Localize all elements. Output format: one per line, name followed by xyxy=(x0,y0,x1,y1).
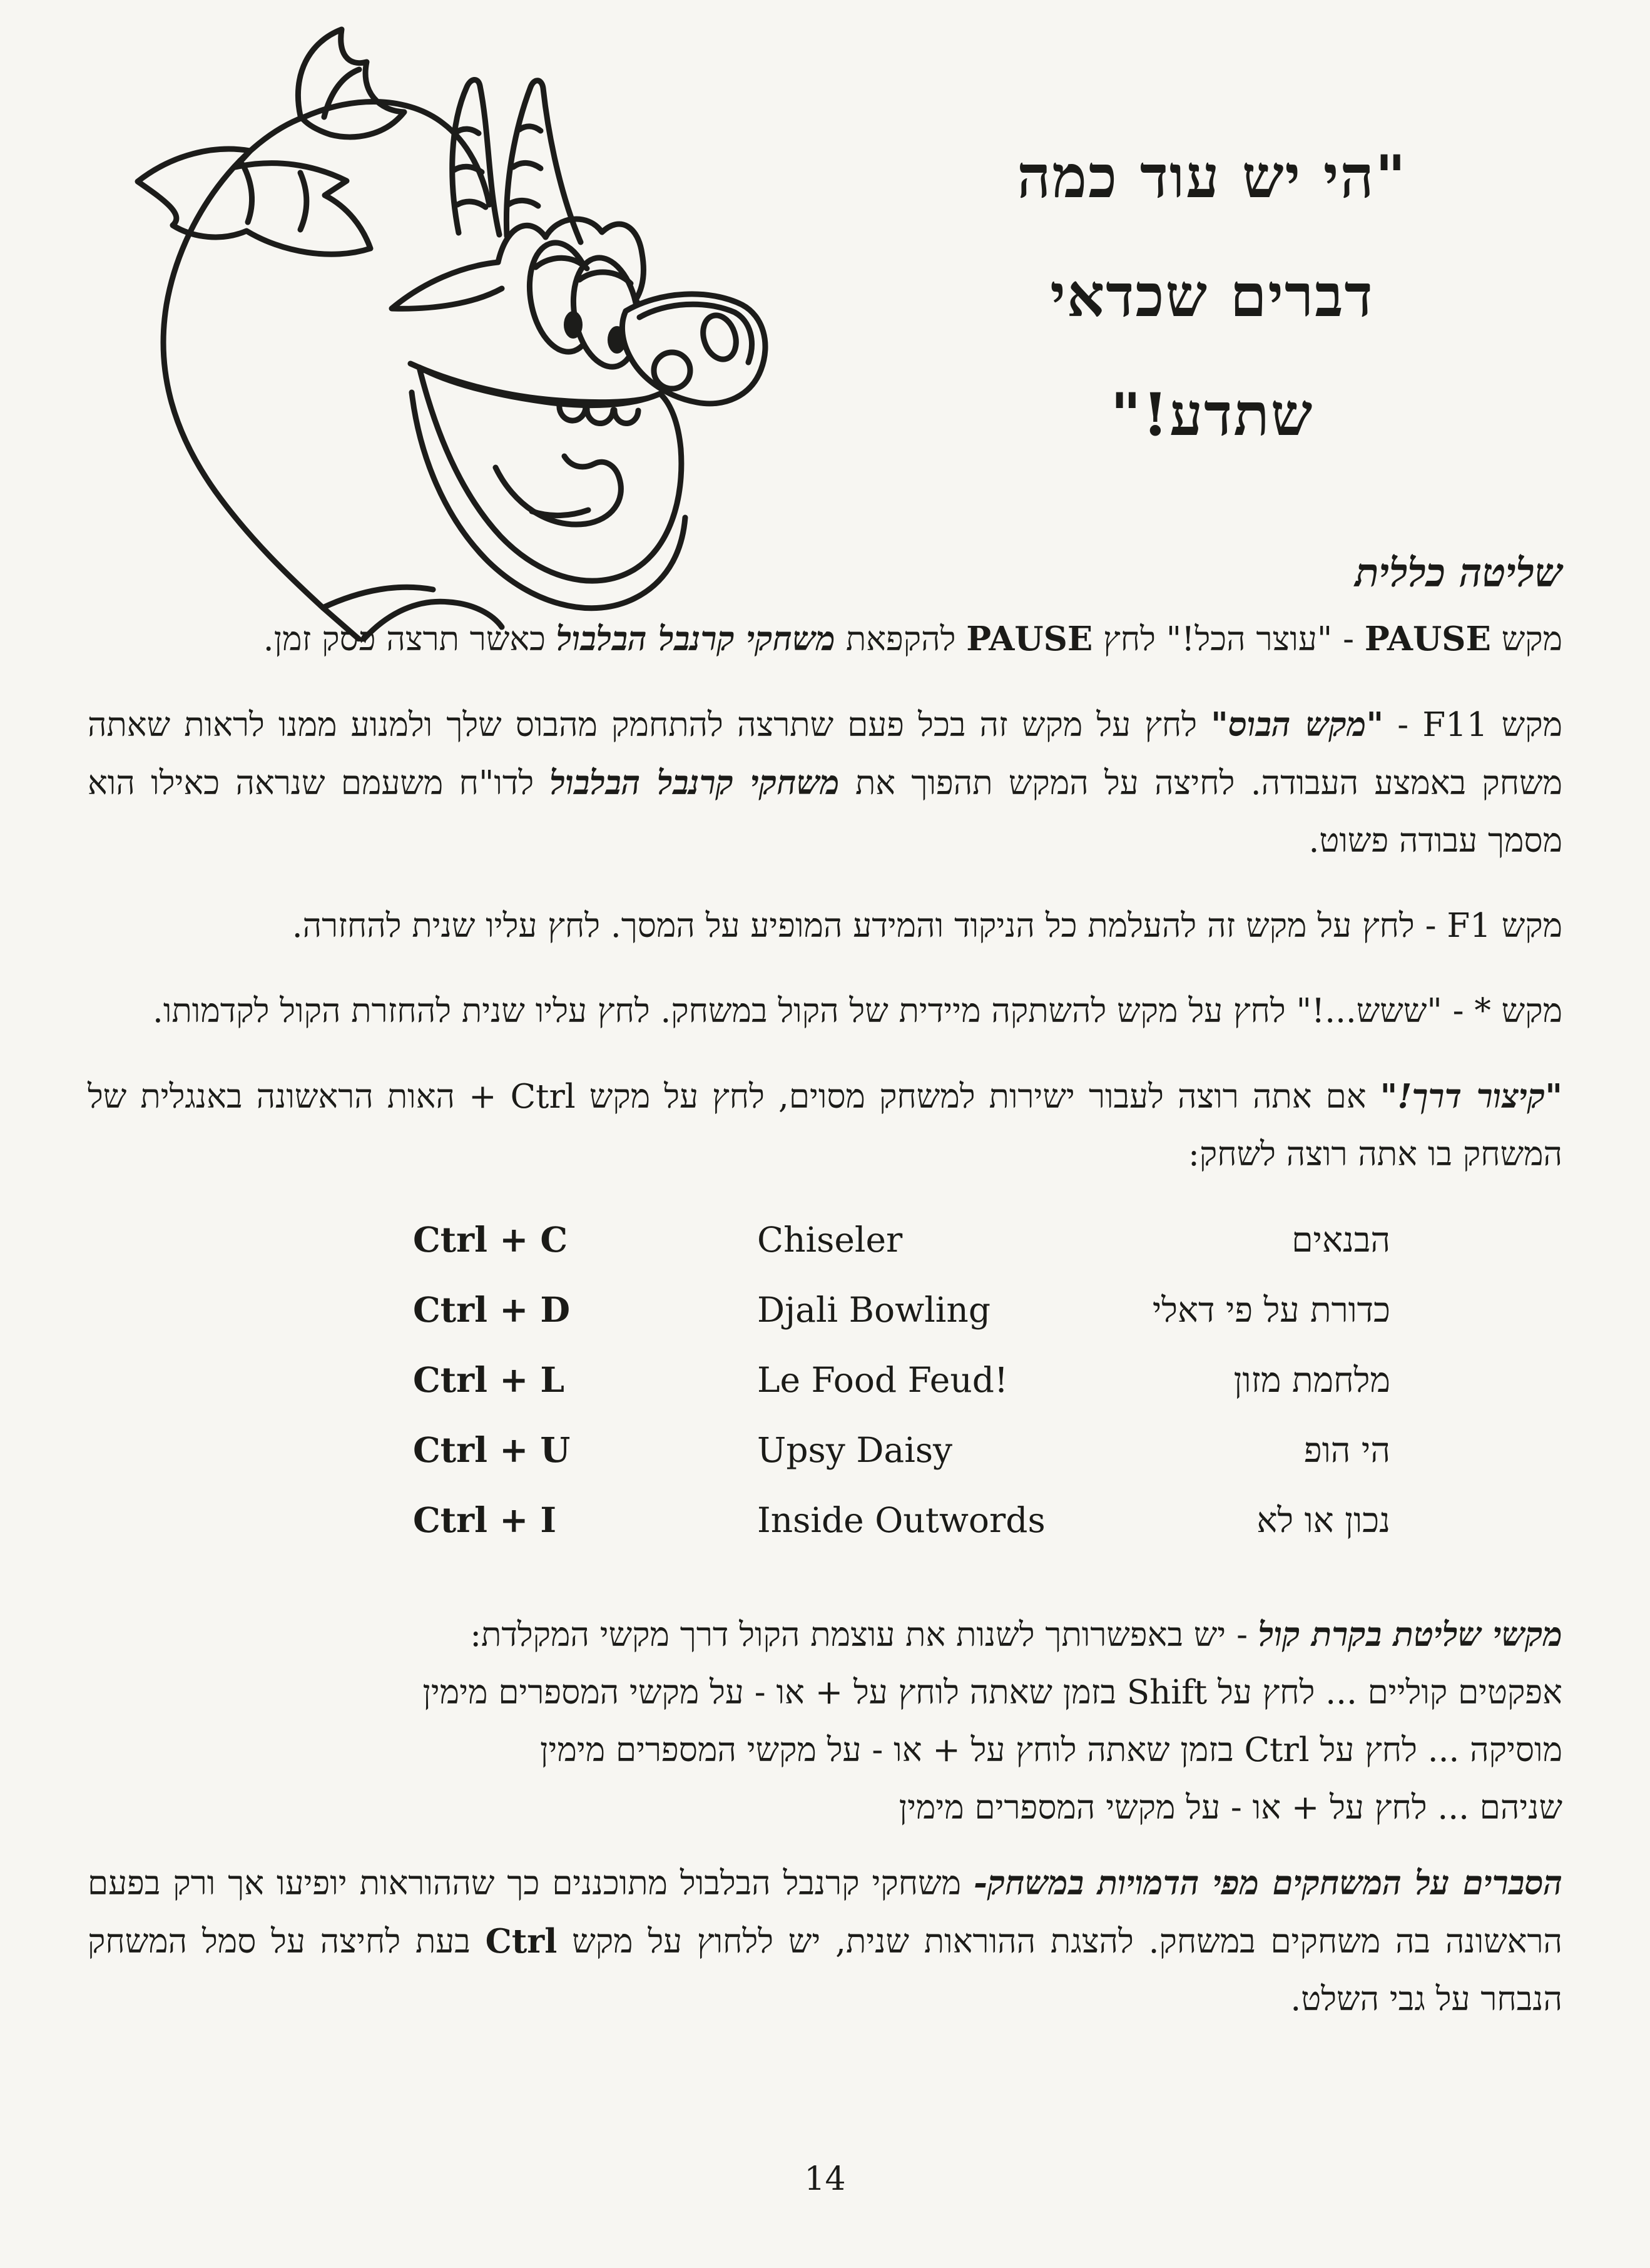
paragraph-volume-header: מקשי שליטת בקרת קול - יש באפשרותך לשנות את עוצמת הקול דרך מקשי המקלדת: xyxy=(470,1615,1562,1654)
game-name-english: Le Food Feud! xyxy=(757,1360,1009,1400)
shortcut-table xyxy=(88,1218,1562,1568)
shortcut-keys: Ctrl + U xyxy=(413,1429,571,1470)
paragraph-volume-both: שניהם ... לחץ על + או - על מקשי המספרים מימין xyxy=(899,1789,1562,1827)
paragraph-boss-key: מקש F11 - "מקש הבוס" לחץ על מקש זה בכל פעם שתרצה להתחמק מהבוס שלך ולמנוע ממנו לראות שאתה משחק באמצע העבודה. לחיצה על המקש תהפוך את משחקי קרנבל הבלבול לדו"ח משעמם שנראה כאילו הוא מסמך עבודה פשוט. xyxy=(88,705,1563,860)
game-name-english: Upsy Daisy xyxy=(757,1430,953,1470)
shortcut-keys: Ctrl + C xyxy=(413,1219,568,1260)
game-name-hebrew: הבנאים xyxy=(1291,1220,1390,1260)
table-row xyxy=(88,1358,1562,1428)
section-heading-general-control: שליטה כללית xyxy=(1355,549,1562,596)
table-row xyxy=(88,1498,1562,1568)
headline-line: "הי יש עוד כמה xyxy=(1017,143,1407,212)
table-row xyxy=(88,1218,1562,1288)
shortcut-keys: Ctrl + I xyxy=(413,1499,557,1540)
paragraph-volume-music: מוסיקה ... לחץ על Ctrl בזמן שאתה לוחץ על + או - על מקשי המספרים מימין xyxy=(540,1731,1562,1769)
headline-quote xyxy=(893,118,1531,474)
body-text xyxy=(88,549,1562,2028)
headline-line: דברים שכדאי xyxy=(1050,262,1374,330)
game-name-english: Djali Bowling xyxy=(757,1290,991,1330)
game-name-english: Chiseler xyxy=(757,1220,903,1260)
paragraph-pause-key: מקש PAUSE - "עוצר הכל!" לחץ PAUSE להקפאת משחקי קרנבל הבלבול כאשר תרצה פסק זמן. xyxy=(263,620,1562,658)
paragraph-f1-key: מקש F1 - לחץ על מקש זה להעלמת כל הניקוד והמידע המופיע על המסך. לחץ עליו שנית להחזרה. xyxy=(292,907,1562,945)
hugo-gargoyle-illustration xyxy=(94,16,813,641)
page-number: 14 xyxy=(804,2160,846,2198)
table-row xyxy=(88,1428,1562,1498)
shortcut-keys: Ctrl + D xyxy=(413,1289,571,1330)
paragraph-shortcut-intro: "קיצור דרך!" אם אתה רוצה לעבור ישירות למשחק מסוים, לחץ על מקש Ctrl + האות הראשונה באנגלית של המשחק בו אתה רוצה לשחק: xyxy=(88,1077,1562,1173)
game-name-hebrew: מלחמת מזון xyxy=(1233,1360,1390,1400)
paragraph-volume-sfx: אפקטים קוליים ... לחץ על Shift בזמן שאתה לוחץ על + או - על מקשי המספרים מימין xyxy=(422,1673,1562,1712)
paragraph-game-explanations: הסברים על המשחקים מפי הדמויות במשחק- משחקי קרנבל הבלבול מתוכננים כך שההוראות יופיעו אך ורק בפעם הראשונה בה משחקים במשחק. להצגת ההוראות שנית, יש ללחוץ על מקש Ctrl בעת לחיצה על סמל המשחק הנבחר על גבי השלט. xyxy=(88,1864,1563,2018)
game-name-english: Inside Outwords xyxy=(757,1500,1046,1540)
pupil-left xyxy=(564,311,583,339)
table-row xyxy=(88,1288,1562,1358)
shortcut-keys: Ctrl + L xyxy=(413,1359,565,1400)
game-name-hebrew: הי הופ xyxy=(1303,1430,1390,1470)
game-name-hebrew: כדורת על פי דאלי xyxy=(1152,1290,1390,1330)
headline-line: שתדע!" xyxy=(1110,381,1314,449)
paragraph-mute-key: מקש * - "ששש...!" לחץ על מקש להשתקה מיידית של הקול במשחק. לחץ עליו שנית להחזרת הקול לקדמותו. xyxy=(153,992,1562,1030)
game-name-hebrew: נכון או לא xyxy=(1256,1500,1390,1540)
